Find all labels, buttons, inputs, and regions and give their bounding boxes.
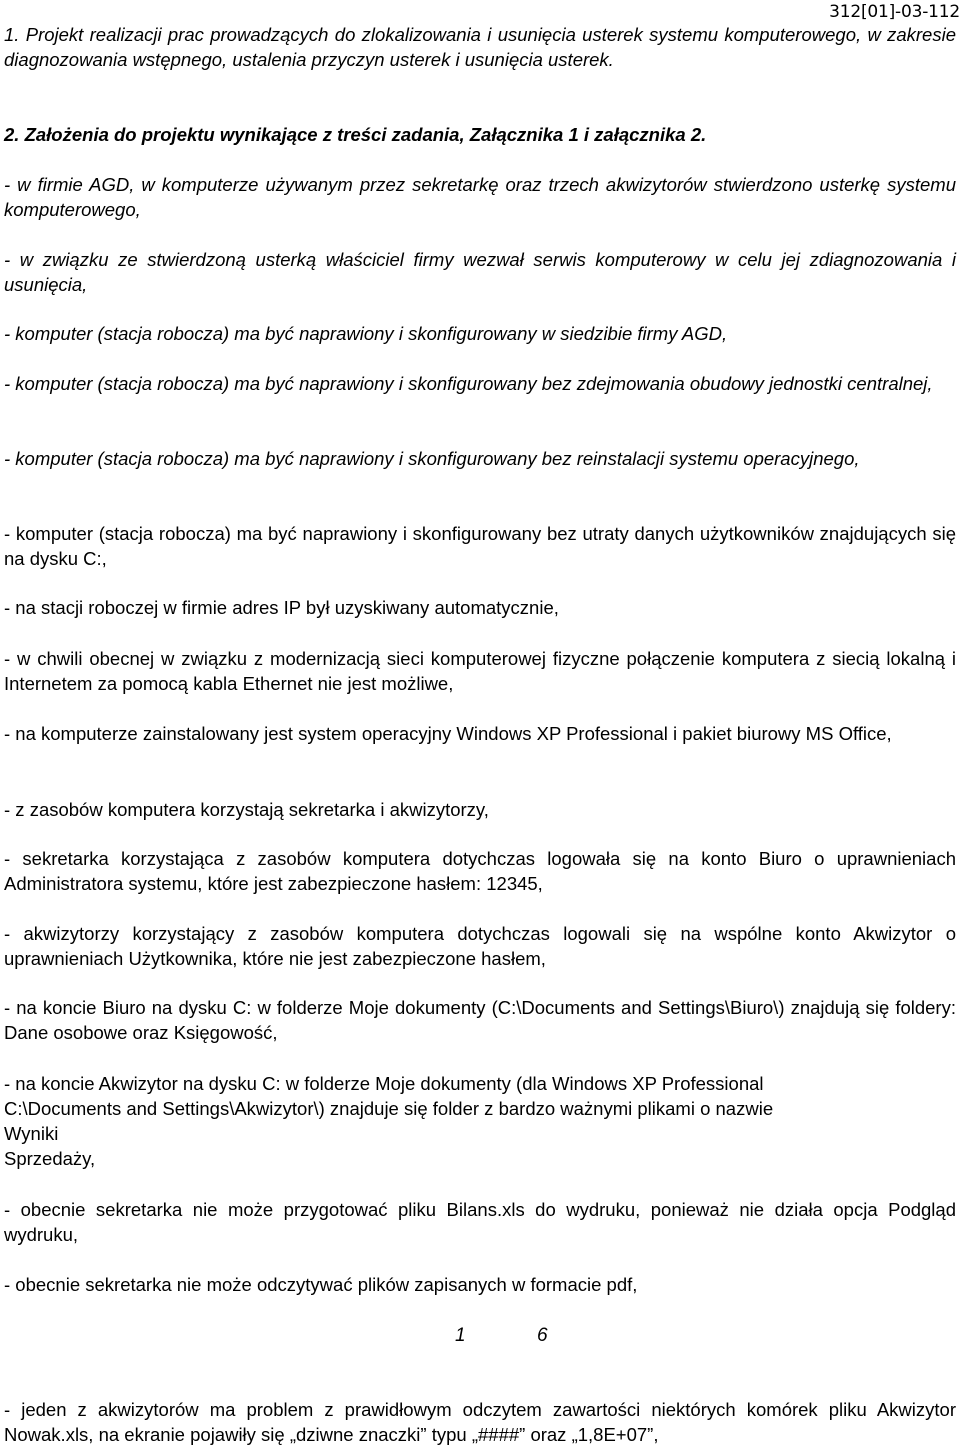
assumption-item-3: - komputer (stacja robocza) ma być naprawiony i skonfigurowany w siedzibie firmy AGD,: [4, 323, 728, 344]
assumption-item-17: - jeden z akwizytorów ma problem z prawidłowym odczytem zawartości niektórych komórek pliku Akwizytor Nowak.xls, na ekranie pojawiły się „dziwne znaczki” typu „####” oraz „1,8E+07”,: [4, 1399, 956, 1445]
assumption-item-5: - komputer (stacja robocza) ma być naprawiony i skonfigurowany bez reinstalacji systemu operacyjnego,: [4, 448, 860, 469]
assumption-item-9: - na komputerze zainstalowany jest system operacyjny Windows XP Professional i pakiet biurowy MS Office,: [4, 723, 892, 744]
assumption-item-13: - na koncie Biuro na dysku C: w folderze Moje dokumenty (C:\Documents and Settings\Biuro\) znajdują się foldery: Dane osobowe oraz Księgowość,: [4, 997, 956, 1043]
assumption-item-14-line-1: - na koncie Akwizytor na dysku C: w folderze Moje dokumenty (dla Windows XP Professional: [4, 1073, 764, 1094]
assumption-item-16: - obecnie sekretarka nie może odczytywać plików zapisanych w formacie pdf,: [4, 1274, 638, 1295]
section-1-paragraph: 1. Projekt realizacji prac prowadzących do zlokalizowania i usunięcia usterek systemu komputerowego, w zakresie diagnozowania wstępnego, ustalenia przyczyn usterek i usunięcia usterek.: [4, 24, 956, 70]
assumption-item-8: - w chwili obecnej w związku z modernizacją sieci komputerowej fizyczne połączenie komputera z siecią lokalną i Internetem za pomocą kabla Ethernet nie jest możliwe,: [4, 648, 956, 694]
assumption-item-11: - sekretarka korzystająca z zasobów komputera dotychczas logowała się na konto Biuro o uprawnieniach Administratora systemu, które jest zabezpieczone hasłem: 12345,: [4, 848, 956, 894]
assumption-item-14-line-3: Wyniki: [4, 1123, 59, 1144]
assumption-item-15: - obecnie sekretarka nie może przygotować pliku Bilans.xls do wydruku, ponieważ nie działa opcja Podgląd wydruku,: [4, 1199, 956, 1245]
page-number-total: 6: [537, 1325, 548, 1346]
assumption-item-10: - z zasobów komputera korzystają sekretarka i akwizytorzy,: [4, 799, 489, 820]
assumption-item-7: - na stacji roboczej w firmie adres IP był uzyskiwany automatycznie,: [4, 597, 559, 618]
assumption-item-2: - w związku ze stwierdzoną usterką właściciel firmy wezwał serwis komputerowy w celu jej zdiagnozowania i usunięcia,: [4, 249, 956, 295]
assumption-item-4: - komputer (stacja robocza) ma być naprawiony i skonfigurowany bez zdejmowania obudowy jednostki centralnej,: [4, 373, 933, 394]
section-2-heading: 2. Założenia do projektu wynikające z treści zadania, Załącznika 1 i załącznika 2.: [4, 124, 707, 145]
assumption-item-14: [4, 1071, 956, 1171]
document-code: 312[01]-03-112: [829, 2, 960, 22]
assumption-item-1: - w firmie AGD, w komputerze używanym przez sekretarkę oraz trzech akwizytorów stwierdzono usterkę systemu komputerowego,: [4, 174, 956, 220]
assumption-item-14-line-2: C:\Documents and Settings\Akwizytor\) znajduje się folder z bardzo ważnymi plikami o nazwie: [4, 1098, 774, 1119]
page-number-current: 1: [455, 1325, 466, 1346]
assumption-item-6: - komputer (stacja robocza) ma być naprawiony i skonfigurowany bez utraty danych użytkowników znajdujących się na dysku C:,: [4, 523, 956, 569]
assumption-item-12: - akwizytorzy korzystający z zasobów komputera dotychczas logowali się na wspólne konto Akwizytor o uprawnieniach Użytkownika, które nie jest zabezpieczone hasłem,: [4, 923, 956, 969]
assumption-item-14-line-4: Sprzedaży,: [4, 1148, 96, 1169]
